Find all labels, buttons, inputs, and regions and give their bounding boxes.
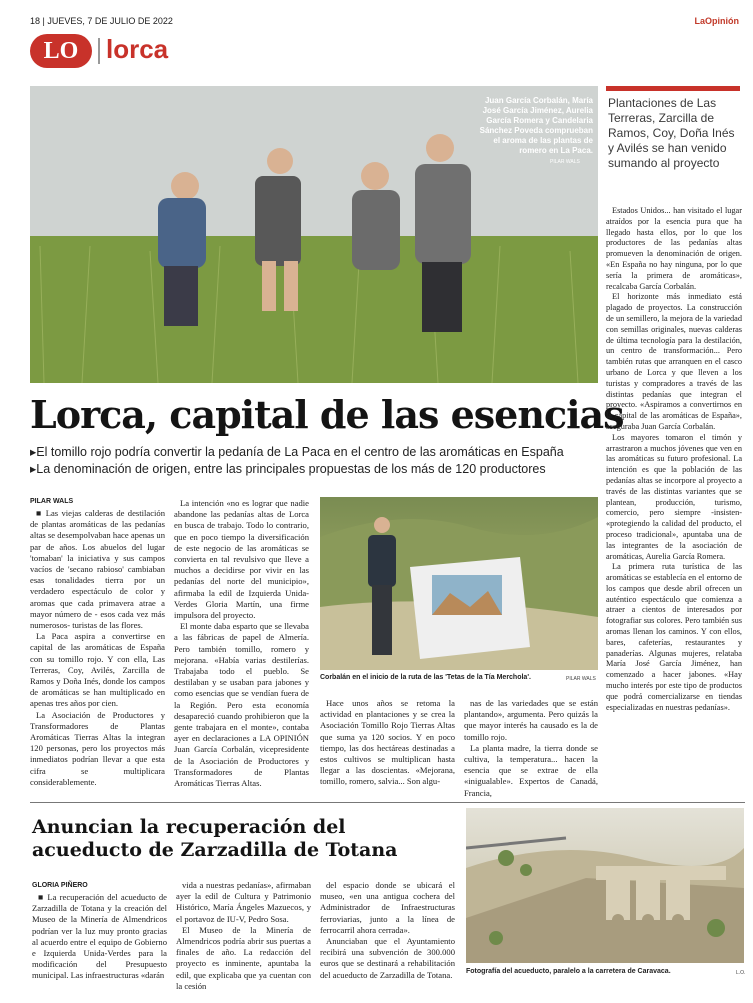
paragraph: El horizonte más inmediato está plagado de proyectos. La construcción de un semillero, la mejora de la variedad con semillas originales, nuevas calderas de última tecnología para la destilación, un centro de transformación... Pero también rutas que arranquen en el casco urbano de Lorca y que lleven a los turistas y compradores a través de las distintas pedanías que integran el proyecto. «Aspiramos a convertirnos en la capital de las aromáticas de España», aseguraba Juan García Corbalán.	[606, 292, 742, 431]
route-illustration	[320, 497, 598, 670]
person-corbalan	[368, 517, 396, 655]
paragraph: Anunciaban que el Ayuntamiento recibirá una subvención de 300.000 euros que se destinará a rehabilitación del acueducto de Zarzadilla de Totana.	[320, 936, 455, 980]
main-photo-caption: Juan García Corbalán, María José García Jiménez, Aurelia García Romera y Candelaria Sánchez Poveda comprueban el aroma de las plantas de romero en La Paca.	[479, 96, 593, 155]
paragraph: La intención «no es lograr que nadie abandone las pedanías altas de Lorca en busca de trabajo. Todo lo contrario, que en poco tiempo la diversificación de este negocio de las aromáticas se convierta en tal revulsivo que lleve a muchos a decidirse por vivir en las pedanías del norte del municipio», afirmaba la edil de Izquierda Unida-Verdes Gloria Martín, una firme impulsora del proyecto.	[174, 498, 309, 621]
article2-column-3	[320, 880, 455, 981]
article2-column-1	[32, 892, 167, 982]
section-divider	[30, 802, 745, 803]
article2-byline: GLORIA PIÑERO	[32, 882, 88, 889]
section-name: lorca	[106, 34, 169, 64]
article-subtitles	[30, 444, 610, 478]
article-column-5	[606, 206, 742, 713]
article2-column-2	[176, 880, 311, 992]
side-rule	[606, 86, 740, 91]
paragraph: vida a nuestras pedanías», afirmaban ayer la edil de Cultura y Patrimonio Histórico, María Ángeles Mazuecos, y el portavoz de IU-V, Pedro Sosa.	[176, 880, 311, 924]
aqueduct-photo-caption: Fotografía del acueducto, paralelo a la carretera de Caravaca.	[466, 968, 671, 975]
side-headline: Plantaciones de Las Terreras, Zarcilla de Ramos, Coy, Doña Inés y Avilés se han venido sumando al proyecto	[608, 96, 735, 170]
main-photo-credit: PILAR WALS	[550, 159, 580, 165]
subtitle-2: ▸ La denominación de origen, entre las principales propuestas de los más de 120 productores	[30, 461, 610, 478]
sign-stone	[410, 557, 530, 659]
paragraph: nas de las variedades que se están plantando», argumenta. Pero quizás la que mayor interés ha causado es la de tomillo rojo.	[464, 698, 598, 742]
aqueduct-photo	[466, 808, 744, 963]
paragraph: La planta madre, la tierra donde se cultiva, la temperatura... hacen la esencia que se extrae de ella «inigualable». Expertos de Canadá, Francia,	[464, 742, 598, 798]
paragraph: El Museo de la Minería de Almendricos podría abrir sus puertas a finales de año. La redacción del proyecto es inminente, apuntaba la edil, que explicaba que ya cuentan con la cesión	[176, 924, 311, 991]
header-divider	[98, 38, 100, 64]
paragraph: La Asociación de Productores y Transformadores de Plantas Aromáticas Tierras Altas la integran 120 personas, pero los proyectos más inmediatos podrían llevar a que esta cifra se multiplicara considerablemente.	[30, 709, 165, 787]
paragraph: Estados Unidos... han visitado el lugar atraídos por la esencia pura que ha llegado hasta ellos, por lo que los productores de las pedanías altas promueven la denominación de origen. «En España no hay ninguna, por lo que sería la primera de aromáticas», recalcaba García Corbalán.	[606, 206, 742, 291]
paragraph: La primera ruta turística de las aromáticas se establecía en el entorno de los campos que desde abril ofrecen un auténtico espectáculo que comienza a atraer a cientos de interesados por fotografiar sus colores. Pero también sus aromas llenan los caminos. Y con ellos, bares, cafeterías, restaurantes y panaderías. Algunas mujeres, relataba María José García Jiménez, han comenzado a hacer jabones. «Hay mucho interés por este tipo de productos que podrá comercializarse en tiendas especializadas en nuestras pedanías».	[606, 562, 742, 712]
article-column-2	[174, 498, 309, 789]
byline: PILAR WALS	[30, 498, 74, 505]
route-photo-credit: PILAR WALS	[566, 676, 596, 682]
paragraph: del espacio donde se ubicará el museo, «en una antigua cochera del Administrador de Infraestructuras ferroviarias, junto a la línea de ferrocarril ahora cerrada».	[320, 880, 455, 935]
subtitle-1: ▸ El tomillo rojo podría convertir la pedanía de La Paca en el centro de las aromáticas en España	[30, 444, 610, 461]
article2-title: Anuncian la recuperación del acueducto de Zarzadilla de Totana	[32, 816, 398, 861]
paragraph: ■ Las viejas calderas de destilación de plantas aromáticas de las pedanías altas se desempolvaban hace apenas un par de años. Los abuelos del lugar 'tomaban' la iniciativa y sus campos vacíos de 'secano rabioso' cambiaban esas tonalidades tierra por un verdadero espectáculo de color y aromas que cada primavera atrae a mayor número de - esos cada vez más numerosos- turistas de las flores.	[30, 508, 165, 631]
article-column-1	[30, 508, 165, 788]
newspaper-name: LaOpinión	[694, 16, 739, 26]
paragraph: Hace unos años se retoma la actividad en plantaciones y se crea la Asociación Tomillo Rojo Tierras Altas que suma ya 120 socios. Y en poco tiempo, las dos hectáreas destinadas a estos cultivos se multiplican hasta llegar a las doscientas. «Mejorana, tomillo, romero, salvia... Son algu-	[320, 698, 455, 787]
page-date: 18 | JUEVES, 7 DE JULIO DE 2022	[30, 16, 173, 26]
paragraph: ■ La recuperación del acueducto de Zarzadilla de Totana y la creación del Museo de la Minería de Almendricos podrían ver la luz muy pronto gracias al acuerdo entre el equipo de Gobierno e Izquierda Unida-Verdes para la modificación del Presupuesto municipal. Las infraestructuras «darán	[32, 892, 167, 981]
route-photo-caption: Corbalán en el inicio de la ruta de las 'Tetas de la Tía Merchola'.	[320, 674, 531, 681]
aqueduct-photo-credit: L.O.	[736, 970, 746, 976]
article-column-4	[464, 698, 598, 799]
paragraph: Los mayores tomaron el timón y arrastraron a muchos jóvenes que ven en las aromáticas su futuro profesional. La intención es que la población de las pedanías altas se incorpore al proyecto a través de las distintas variantes que se plantean, producción, turismo, comercio, pero siempre -insisten- «protegiendo la calidad del producto, el proceso tradicional», apuntaba una de las integrantes de la asociación de aromáticas, Aurelia García Romera.	[606, 432, 742, 561]
article-title: Lorca, capital de las esencias	[30, 392, 624, 437]
article-column-3	[320, 698, 455, 788]
route-photo	[320, 497, 598, 670]
section-logo: LO	[30, 34, 92, 68]
aqueduct-illustration	[466, 808, 744, 963]
paragraph: La Paca aspira a convertirse en capital de las aromáticas de España con su tomillo rojo. Y con ella, Las Terreras, Coy, Avilés, Zarcilla de Ramos y Doña Inés, donde los campos de aromáticas se han multiplicado en apenas tres años por cien.	[30, 631, 165, 709]
paragraph: El monte daba esparto que se llevaba a las fábricas de papel de Almería. Pero también tomillo, romero y mejorana. «Había varias destilerías. Trabajaba todo el pueblo. Se destilaban y se usaban para jabones y como esencias que se vendían fuera de la Región. Pero esta economía desapareció cuando prohibieron que la gente trabajara en el monte», contaba ayer en declaraciones a LA OPINIÓN Juan García Corbalán, vicepresidente de la Asociación de Productores y Transformadores de Plantas Aromáticas Tierras Altas.	[174, 621, 309, 789]
